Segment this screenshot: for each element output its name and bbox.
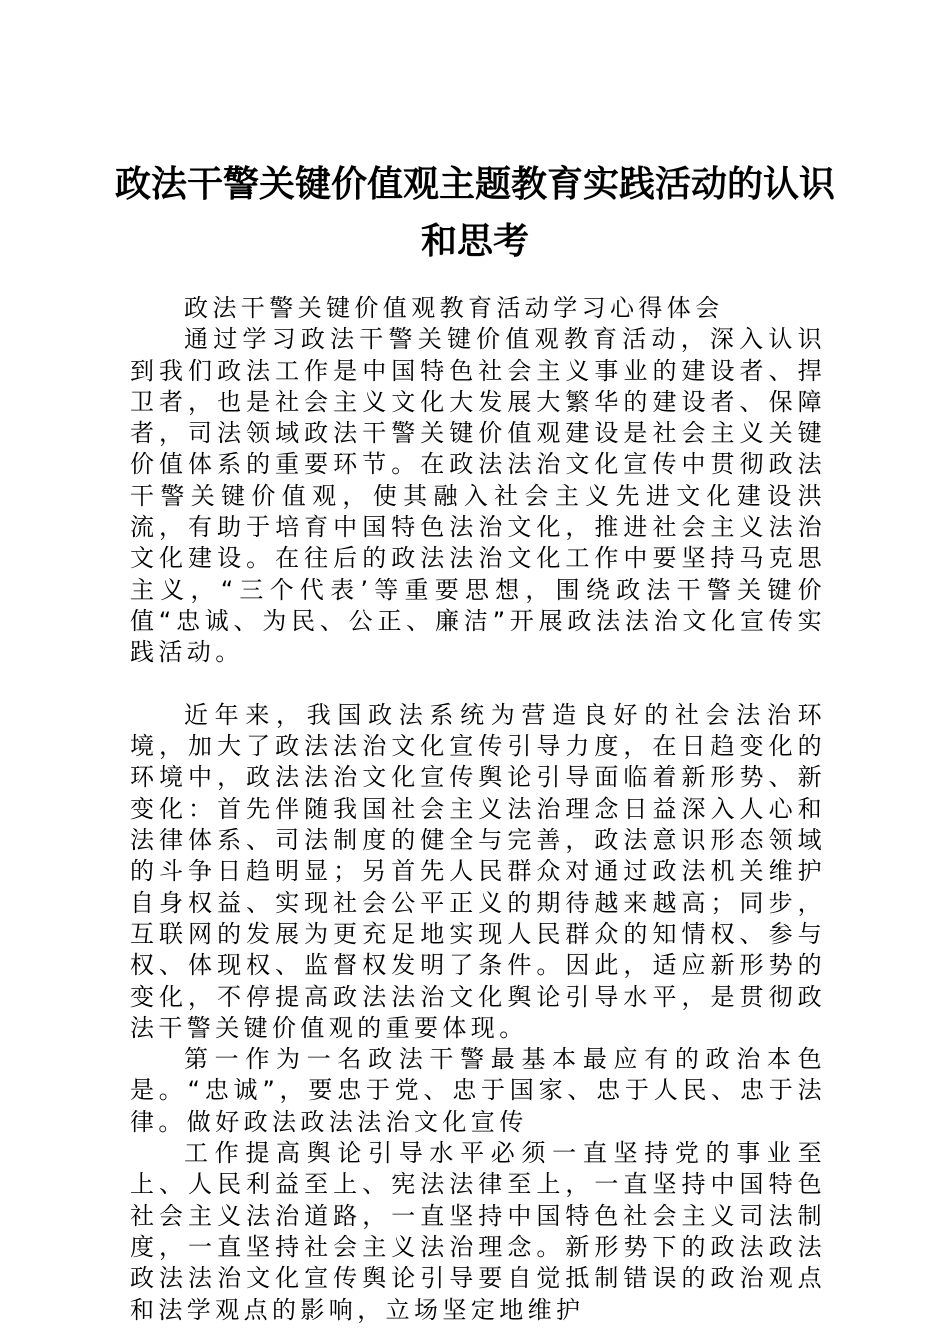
subtitle-paragraph: 政法干警关键价值观教育活动学习心得体会	[184, 294, 724, 322]
body-paragraph: 通过学习政法干警关键价值观教育活动，深入认识到我们政法工作是中国特色社会主义事业的建设者、捍卫者，也是社会主义文化大发展大繁华的建设者、保障者，司法领域政法干警关键价值观建设是社会主义关键价值体系的重要环节。在政法法治文化宣传中贯彻政法干警关键价值观，使其融入社会主义先进文化建设洪流，有助于培育中国特色法治文化，推进社会主义法治文化建设。在往后的政法法治文化工作中要坚持马克思主义，“三个代表’等重要思想，围绕政法干警关键价值“忠诚、为民、公正、廉洁”开展政法法治文化宣传实践活动。	[130, 325, 826, 667]
body-paragraph: 工作提高舆论引导水平必须一直坚持党的事业至上、人民利益至上、宪法法律至上，一直坚持中国特色社会主义法治道路，一直坚持中国特色社会主义司法制度，一直坚持社会主义法治理念。新形势下的政法政法政法法治文化宣传舆论引导要自觉抵制错误的政治观点和法学观点的影响，立场坚定地维护	[130, 1139, 826, 1324]
document-title-line-1: 政法干警关键价值观主题教育实践活动的认识	[114, 163, 835, 205]
body-paragraph: 近年来，我国政法系统为营造良好的社会法治环境，加大了政法法治文化宣传引导力度，在日趋变化的环境中，政法法治文化宣传舆论引导面临着新形势、新变化：首先伴随我国社会主义法治理念日益深入人心和法律体系、司法制度的健全与完善，政法意识形态领域的斗争日趋明显；另首先人民群众对通过政法机关维护自身权益、实现社会公平正义的期待越来越高；同步，互联网的发展为更充足地实现人民群众的知情权、参与权、体现权、监督权发明了条件。因此，适应新形势的变化，不停提高政法法治文化舆论引导水平，是贯彻政法干警关键价值观的重要体现。	[130, 700, 826, 1042]
document-title-line-2: 和思考	[420, 220, 529, 262]
document-body	[130, 293, 826, 1326]
body-paragraph: 第一作为一名政法干警最基本最应有的政治本色是。“忠诚”，要忠于党、忠于国家、忠于人民、忠于法律。做好政法政法法治文化宣传	[130, 1045, 826, 1136]
